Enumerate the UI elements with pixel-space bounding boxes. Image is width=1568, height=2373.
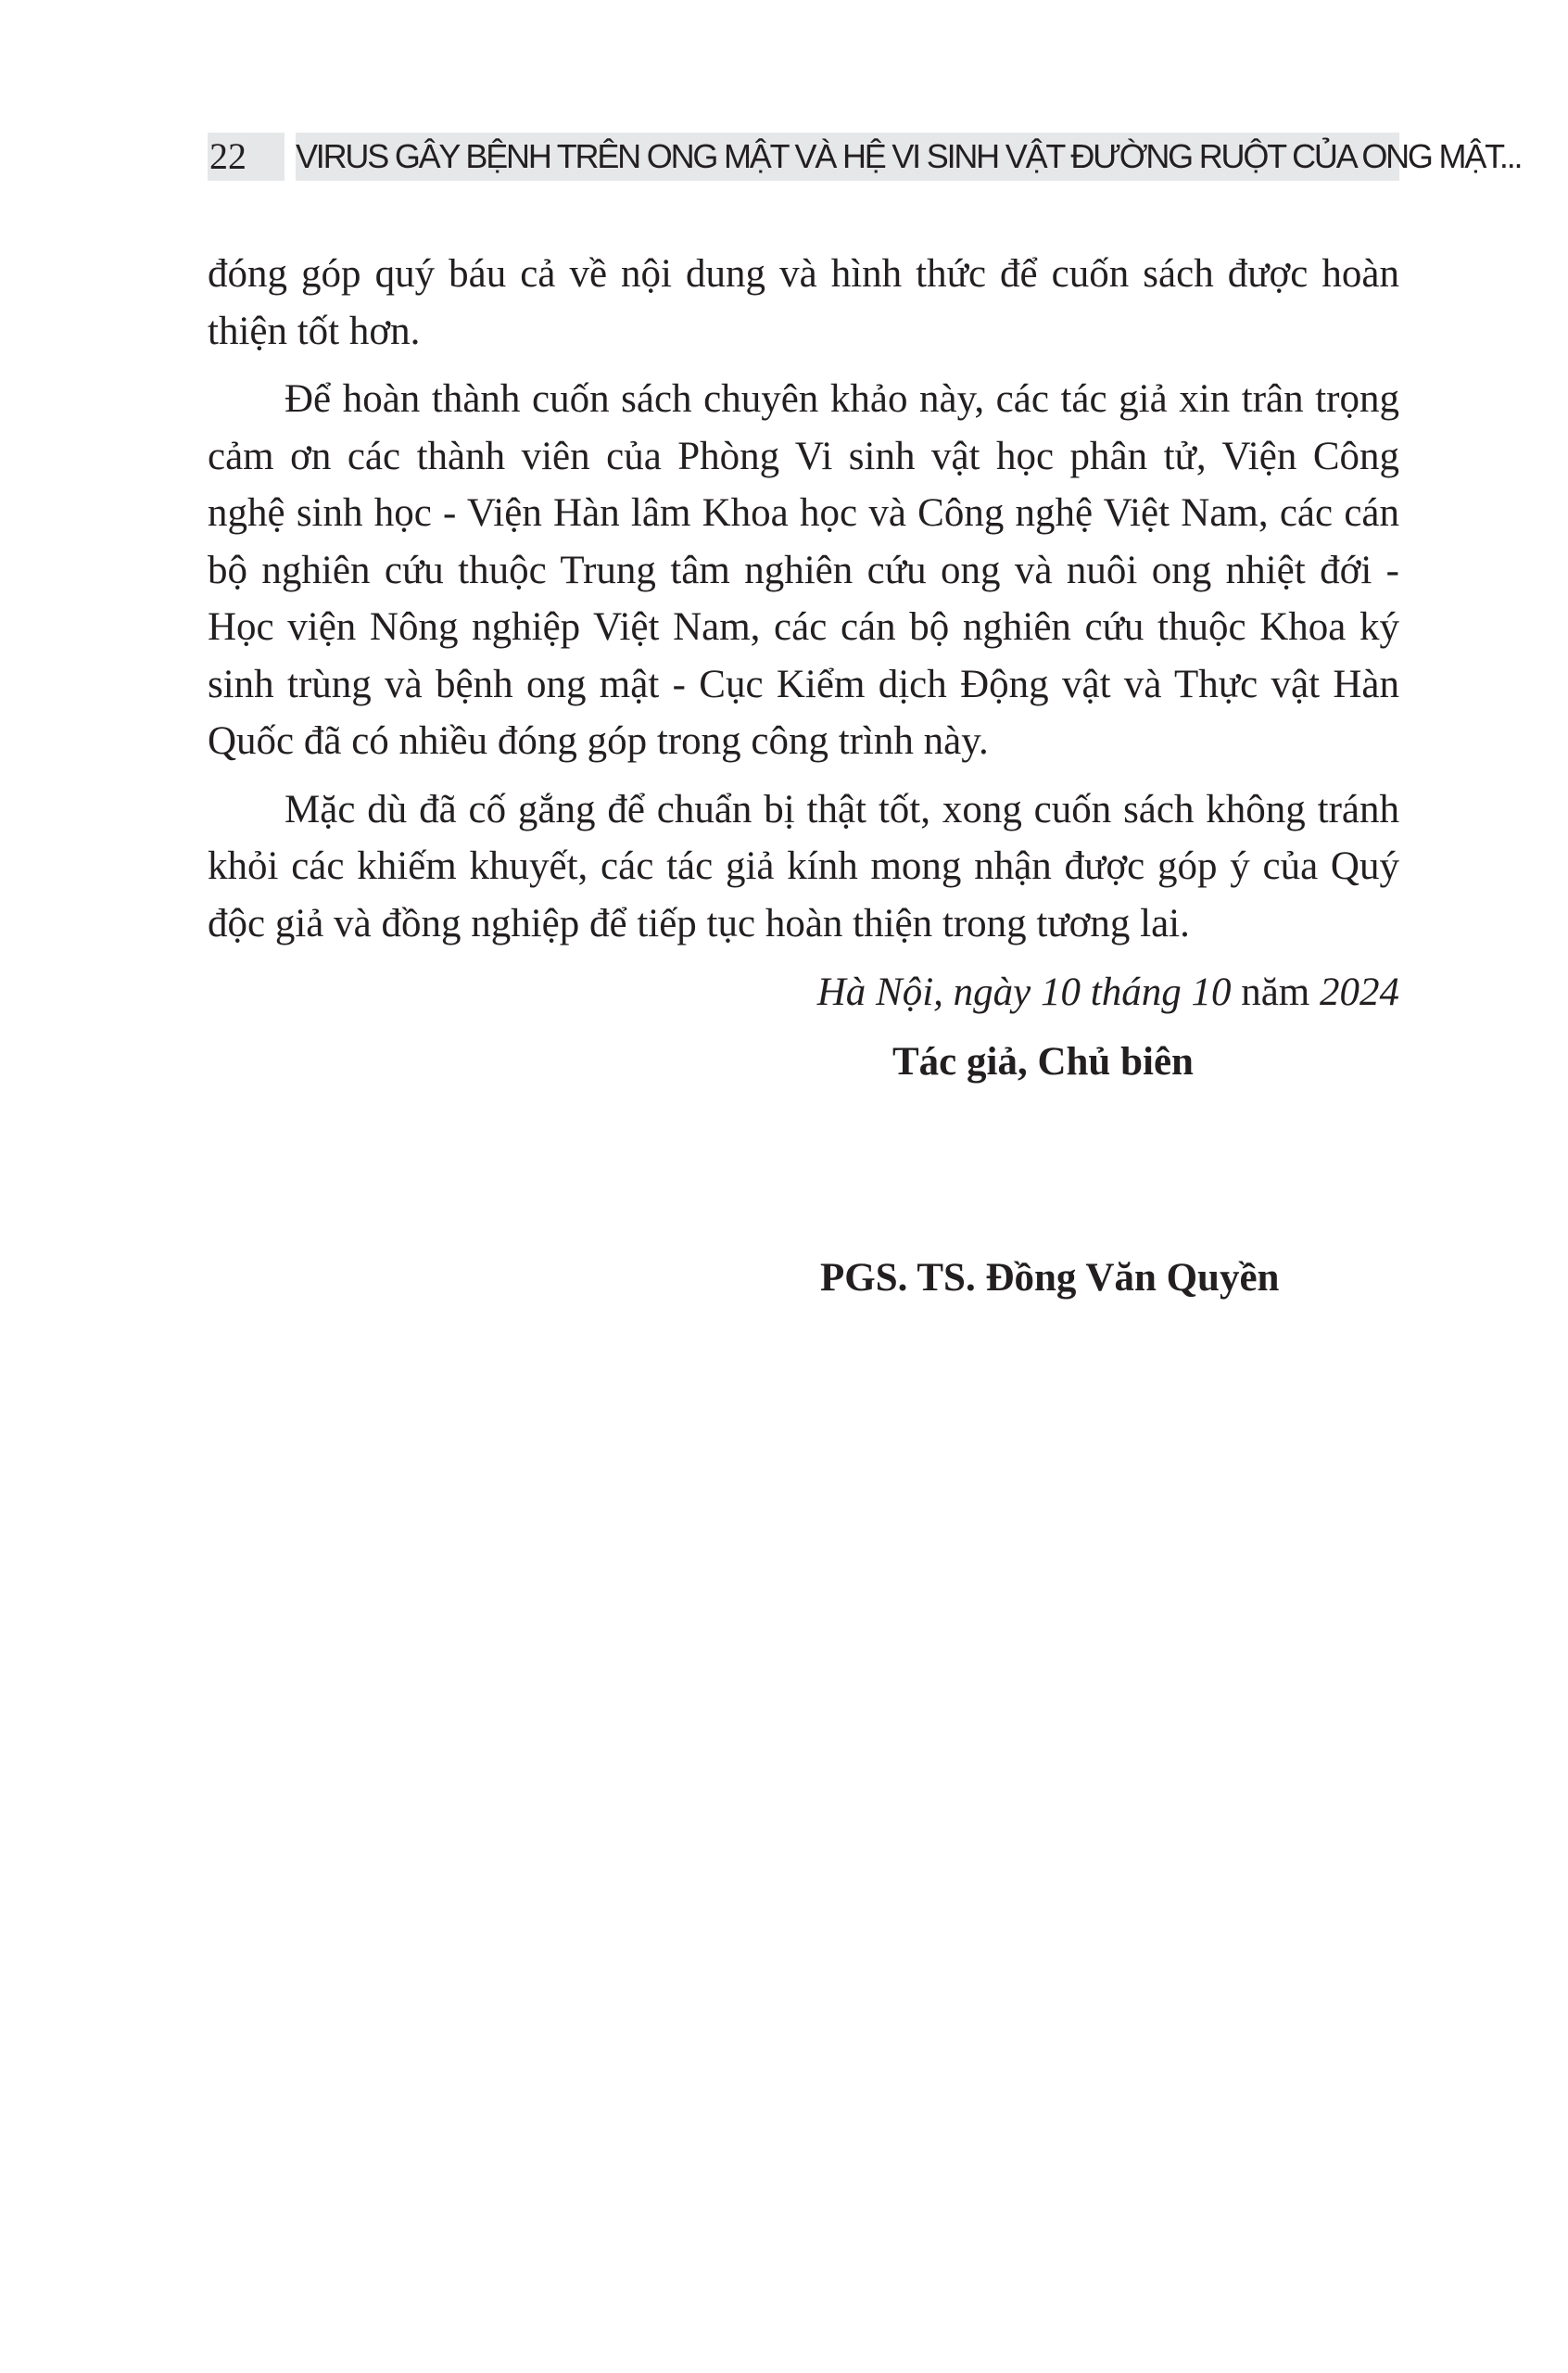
- signer-role: Tác giả, Chủ biên: [892, 1040, 1194, 1084]
- paragraph-closing: Mặc dù đã cố gắng để chuẩn bị thật tốt, xong cuốn sách không tránh khỏi các khiếm khuyết, các tác giả kính mong nhận được góp ý của Quý độc giả và đồng nghiệp để tiếp tục hoàn thiện trong tương lai.: [208, 787, 1399, 945]
- paragraph-acknowledgement: Để hoàn thành cuốn sách chuyên khảo này, các tác giả xin trân trọng cảm ơn các thành viên của Phòng Vi sinh vật học phân tử, Viện Công nghệ sinh học - Viện Hàn lâm Khoa học và Công nghệ Việt Nam, các cán bộ nghiên cứu thuộc Trung tâm nghiên cứu ong và nuôi ong nhiệt đới - Học viện Nông nghiệp Việt Nam, các cán bộ nghiên cứu thuộc Khoa ký sinh trùng và bệnh ong mật - Cục Kiểm dịch Động vật và Thực vật Hàn Quốc đã có nhiều đóng góp trong công trình này.: [208, 377, 1399, 763]
- place-date-year-word: năm: [1231, 971, 1320, 1014]
- page-number: 22: [208, 133, 285, 181]
- place-date-year: 2024: [1320, 971, 1399, 1014]
- body-text: [208, 246, 1399, 963]
- signer-name: PGS. TS. Đồng Văn Quyền: [820, 1256, 1280, 1300]
- paragraph-continued: đóng góp quý báu cả về nội dung và hình thức để cuốn sách được hoàn thiện tốt hơn.: [208, 252, 1399, 353]
- place-date-line: [208, 964, 1399, 1022]
- place-date-italic: Hà Nội, ngày 10 tháng 10: [816, 971, 1232, 1014]
- running-header-title: VIRUS GÂY BỆNH TRÊN ONG MẬT VÀ HỆ VI SINH VẬT ĐƯỜNG RUỘT CỦA ONG MẬT...: [296, 133, 1399, 181]
